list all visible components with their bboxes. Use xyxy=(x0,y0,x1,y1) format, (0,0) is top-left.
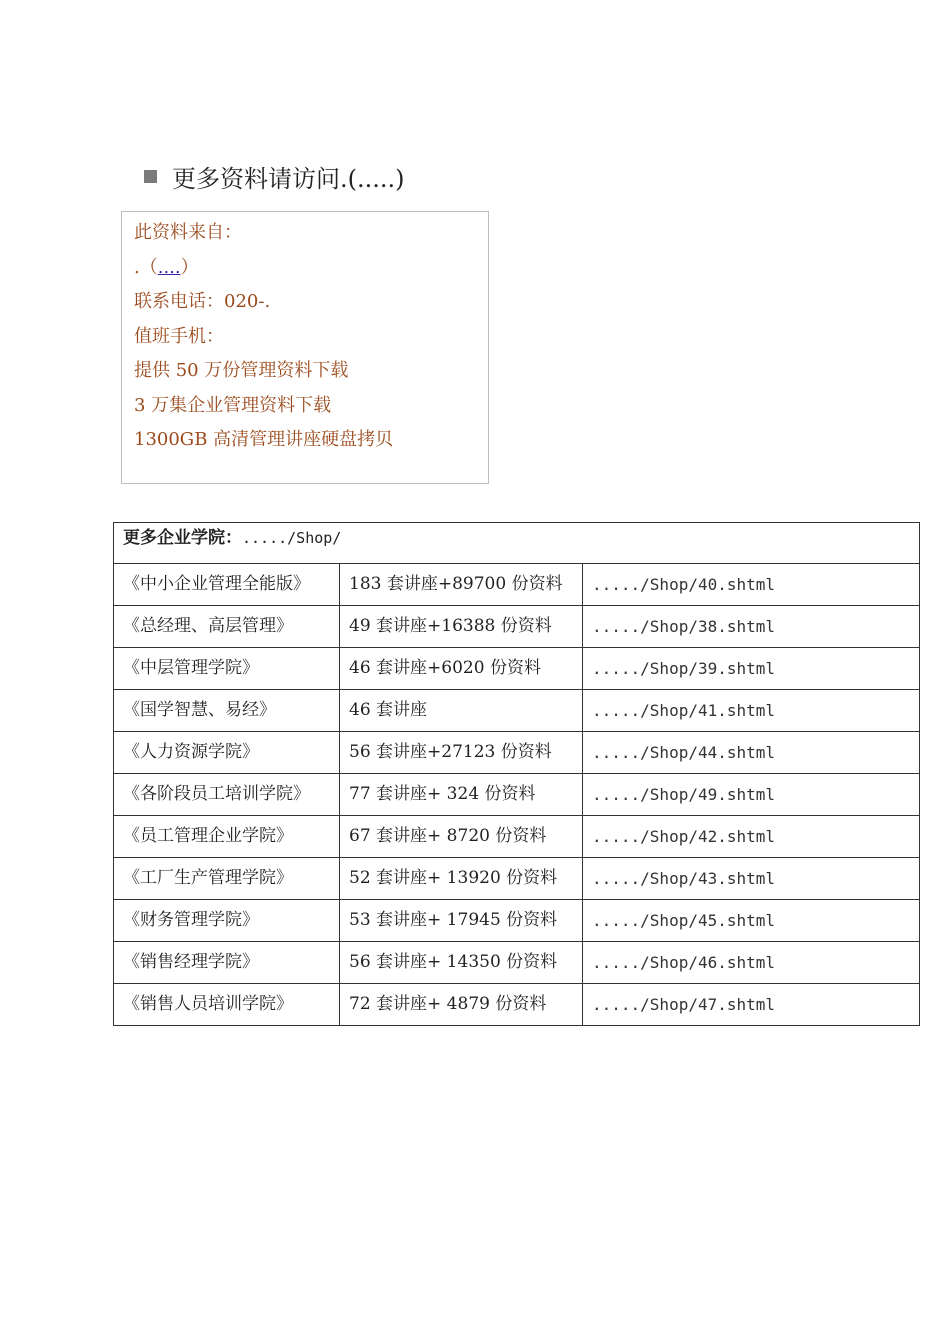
table-row xyxy=(114,648,920,690)
phone-line: 联系电话：020-. xyxy=(134,291,271,312)
table-header-row xyxy=(114,523,920,564)
academy-desc-cell: 46 套讲座 xyxy=(340,690,583,732)
academy-url-cell[interactable]: ...../Shop/47.shtml xyxy=(583,984,920,1026)
square-bullet-icon xyxy=(144,170,157,183)
table-row xyxy=(114,690,920,732)
table-header-cell xyxy=(114,523,920,564)
source-link[interactable]: .... xyxy=(157,256,181,278)
academy-name-cell: 《销售经理学院》 xyxy=(114,942,340,984)
promo-line-1: 提供 50 万份管理资料下载 xyxy=(134,360,349,381)
table-row xyxy=(114,984,920,1026)
academy-desc-cell: 56 套讲座+ 14350 份资料 xyxy=(340,942,583,984)
table-row xyxy=(114,858,920,900)
academy-url-cell[interactable]: ...../Shop/45.shtml xyxy=(583,900,920,942)
promo-line-2: 3 万集企业管理资料下载 xyxy=(134,394,332,416)
header-url[interactable]: ...../Shop/ xyxy=(242,529,342,547)
table-row xyxy=(114,942,920,984)
page-heading xyxy=(144,158,405,194)
table-row xyxy=(114,900,920,942)
academy-name-cell: 《中小企业管理全能版》 xyxy=(114,564,340,606)
academy-name-cell: 《员工管理企业学院》 xyxy=(114,816,340,858)
academy-desc-cell: 49 套讲座+16388 份资料 xyxy=(340,606,583,648)
academy-table xyxy=(113,522,920,1026)
academy-url-cell[interactable]: ...../Shop/43.shtml xyxy=(583,858,920,900)
source-label: 此资料来自： xyxy=(134,222,242,243)
academy-name-cell: 《财务管理学院》 xyxy=(114,900,340,942)
academy-url-cell[interactable]: ...../Shop/39.shtml xyxy=(583,648,920,690)
academy-name-cell: 《总经理、高层管理》 xyxy=(114,606,340,648)
heading-text: 更多资料请访问.(.....) xyxy=(172,164,405,193)
academy-desc-cell: 183 套讲座+89700 份资料 xyxy=(340,564,583,606)
academy-desc-cell: 53 套讲座+ 17945 份资料 xyxy=(340,900,583,942)
academy-url-cell[interactable]: ...../Shop/49.shtml xyxy=(583,774,920,816)
header-label: 更多企业学院： xyxy=(123,528,242,548)
table-row xyxy=(114,564,920,606)
academy-url-cell[interactable]: ...../Shop/42.shtml xyxy=(583,816,920,858)
academy-desc-cell: 56 套讲座+27123 份资料 xyxy=(340,732,583,774)
link-prefix: .（ xyxy=(134,256,158,278)
table-row xyxy=(114,732,920,774)
academy-name-cell: 《销售人员培训学院》 xyxy=(114,984,340,1026)
academy-name-cell: 《工厂生产管理学院》 xyxy=(114,858,340,900)
promo-line-3: 1300GB 高清管理讲座硬盘拷贝 xyxy=(134,429,394,450)
academy-name-cell: 《国学智慧、易经》 xyxy=(114,690,340,732)
mobile-line: 值班手机： xyxy=(134,325,224,347)
academy-desc-cell: 67 套讲座+ 8720 份资料 xyxy=(340,816,583,858)
academy-name-cell: 《各阶段员工培训学院》 xyxy=(114,774,340,816)
academy-url-cell[interactable]: ...../Shop/38.shtml xyxy=(583,606,920,648)
academy-desc-cell: 77 套讲座+ 324 份资料 xyxy=(340,774,583,816)
academy-desc-cell: 52 套讲座+ 13920 份资料 xyxy=(340,858,583,900)
academy-name-cell: 《中层管理学院》 xyxy=(114,648,340,690)
table-row xyxy=(114,606,920,648)
academy-name-cell: 《人力资源学院》 xyxy=(114,732,340,774)
link-suffix: ） xyxy=(180,256,199,278)
academy-desc-cell: 46 套讲座+6020 份资料 xyxy=(340,648,583,690)
academy-url-cell[interactable]: ...../Shop/44.shtml xyxy=(583,732,920,774)
table-row xyxy=(114,774,920,816)
academy-desc-cell: 72 套讲座+ 4879 份资料 xyxy=(340,984,583,1026)
info-box xyxy=(121,211,489,484)
source-link-line xyxy=(134,251,476,286)
academy-url-cell[interactable]: ...../Shop/41.shtml xyxy=(583,690,920,732)
table-row xyxy=(114,816,920,858)
academy-url-cell[interactable]: ...../Shop/46.shtml xyxy=(583,942,920,984)
academy-url-cell[interactable]: ...../Shop/40.shtml xyxy=(583,564,920,606)
